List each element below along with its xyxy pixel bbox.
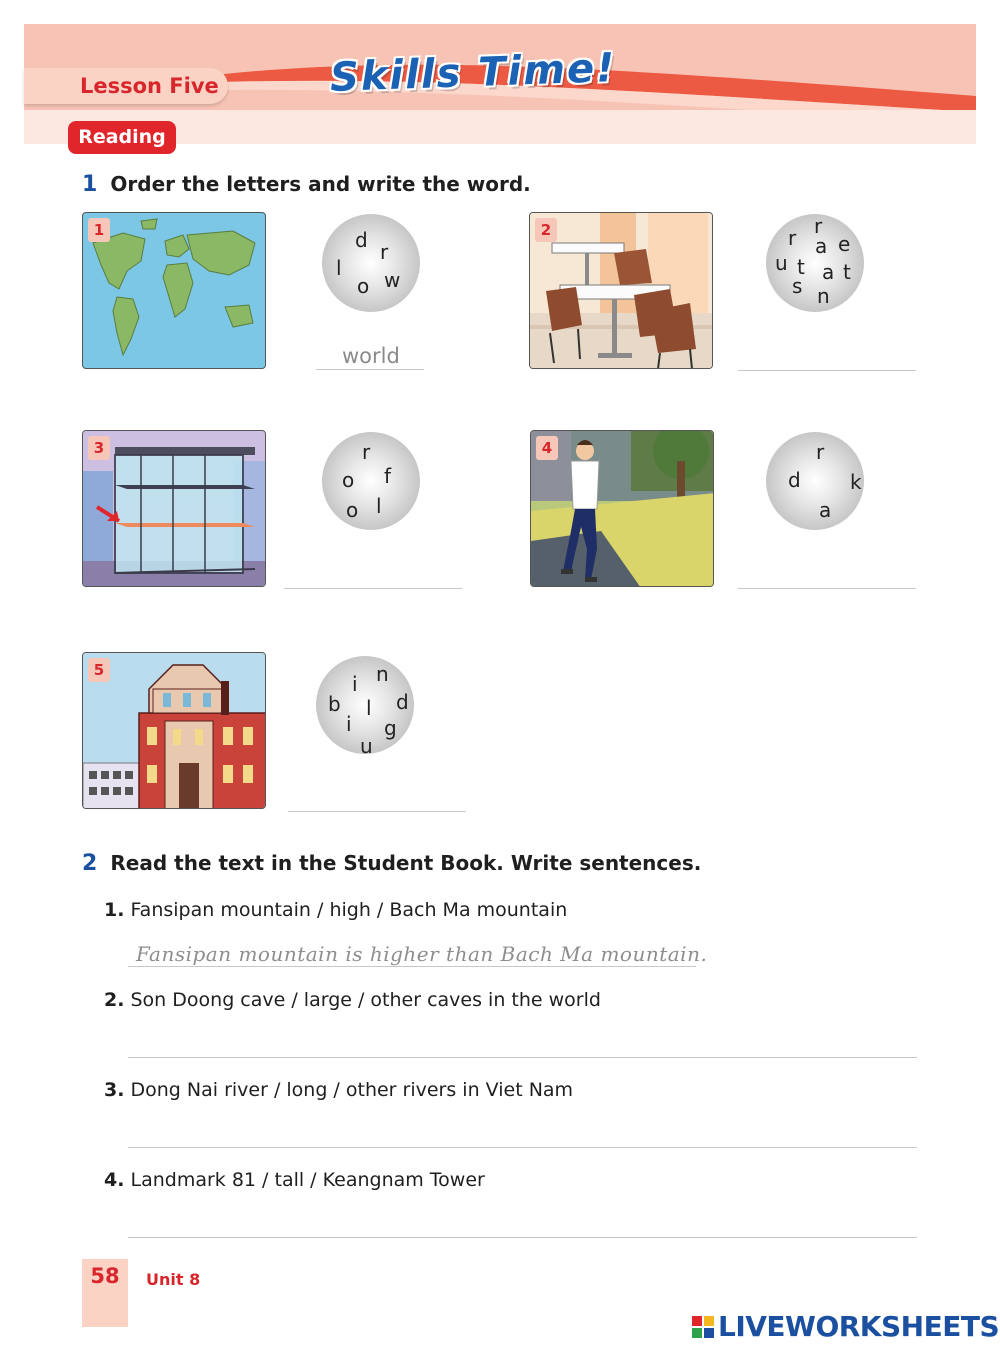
letters-circle-3 [322,432,420,530]
picture-number-badge: 5 [88,658,110,682]
scrambled-letter: l [366,696,372,720]
answer-line-1[interactable] [316,369,424,370]
picture-number-badge: 1 [88,218,110,242]
sentence-line-4[interactable] [128,1237,917,1238]
letters-circle-1 [322,214,420,312]
scrambled-letter: u [775,251,788,275]
scrambled-letter: r [788,226,797,250]
scrambled-letter: o [342,468,355,492]
liveworksheets-brand[interactable]: LIVEWORKSHEETS [718,1310,1000,1343]
scrambled-letter: e [838,232,851,256]
scrambled-letter: t [843,260,851,284]
exercise2-heading [82,851,701,876]
scrambled-letter: d [396,690,409,714]
question-number: 1. [104,899,125,921]
letters-circle-2 [766,214,864,312]
exercise2-number: 2 [82,851,98,876]
question-number: 2. [104,989,125,1011]
picture-number-badge: 2 [535,218,557,242]
question-prompt: Landmark 81 / tall / Keangnam Tower [130,1169,485,1191]
question-4 [104,1169,485,1191]
sentence-line-2[interactable] [128,1057,917,1058]
answer-text-1[interactable]: world [342,344,400,368]
exercise1-heading [82,172,531,197]
picture-restaurant [529,212,713,369]
answer-line-4[interactable] [738,588,916,589]
picture-boy-walking [530,430,714,587]
question-number: 4. [104,1169,125,1191]
page-title: Skills Time! [329,45,618,101]
picture-red-building [82,652,266,809]
scrambled-letter: d [355,228,368,252]
section-tag-reading: Reading [68,121,176,154]
scrambled-letter: a [822,260,835,284]
scrambled-letter: n [376,662,389,686]
scrambled-letter: l [376,494,382,518]
scrambled-letter: f [384,464,392,488]
scrambled-letter: o [357,274,370,298]
letters-circle-5 [316,656,414,758]
scrambled-letter: d [788,468,801,492]
question-3 [104,1079,573,1101]
question-prompt: Fansipan mountain / high / Bach Ma mountain [130,899,568,921]
exercise1-number: 1 [82,172,98,197]
scrambled-letter: k [850,470,862,494]
scrambled-letter: a [815,234,828,258]
question-prompt: Dong Nai river / long / other rivers in Viet Nam [130,1079,574,1101]
sentence-line-1[interactable] [128,966,696,967]
scrambled-letter: l [336,256,342,280]
answer-line-5[interactable] [288,811,466,812]
scrambled-letter: r [814,214,823,238]
scrambled-letter: r [380,240,389,264]
scrambled-letter: b [328,692,341,716]
scrambled-letter: r [816,440,825,464]
scrambled-letter: i [352,672,358,696]
sentence-line-3[interactable] [128,1147,917,1148]
letters-circle-4 [766,432,864,530]
exercise2-instruction: Read the text in the Student Book. Write sentences. [110,851,702,875]
scrambled-letter: n [817,284,830,308]
scrambled-letter: u [360,734,373,758]
answer-line-3[interactable] [284,588,462,589]
scrambled-letter: w [384,268,401,292]
picture-world-map [82,212,266,369]
question-1 [104,899,567,921]
scrambled-letter: r [362,440,371,464]
liveworksheets-logo-icon [692,1316,714,1338]
answer-sentence-1[interactable]: Fansipan mountain is higher than Bach Ma mountain. [136,942,708,966]
scrambled-letter: i [346,712,352,736]
unit-label: Unit 8 [146,1270,201,1289]
picture-glass-building [82,430,266,587]
answer-line-2[interactable] [738,370,916,371]
scrambled-letter: g [384,716,397,740]
question-prompt: Son Doong cave / large / other caves in the world [130,989,601,1011]
scrambled-letter: s [792,274,803,298]
question-number: 3. [104,1079,125,1101]
lesson-label: Lesson Five [24,68,228,104]
scrambled-letter: t [797,255,805,279]
scrambled-letter: o [346,498,359,522]
question-2 [104,989,601,1011]
exercise1-instruction: Order the letters and write the word. [110,172,531,196]
picture-number-badge: 3 [88,436,110,460]
page-number: 58 [90,1264,120,1288]
picture-number-badge: 4 [536,436,558,460]
scrambled-letter: a [819,498,832,522]
